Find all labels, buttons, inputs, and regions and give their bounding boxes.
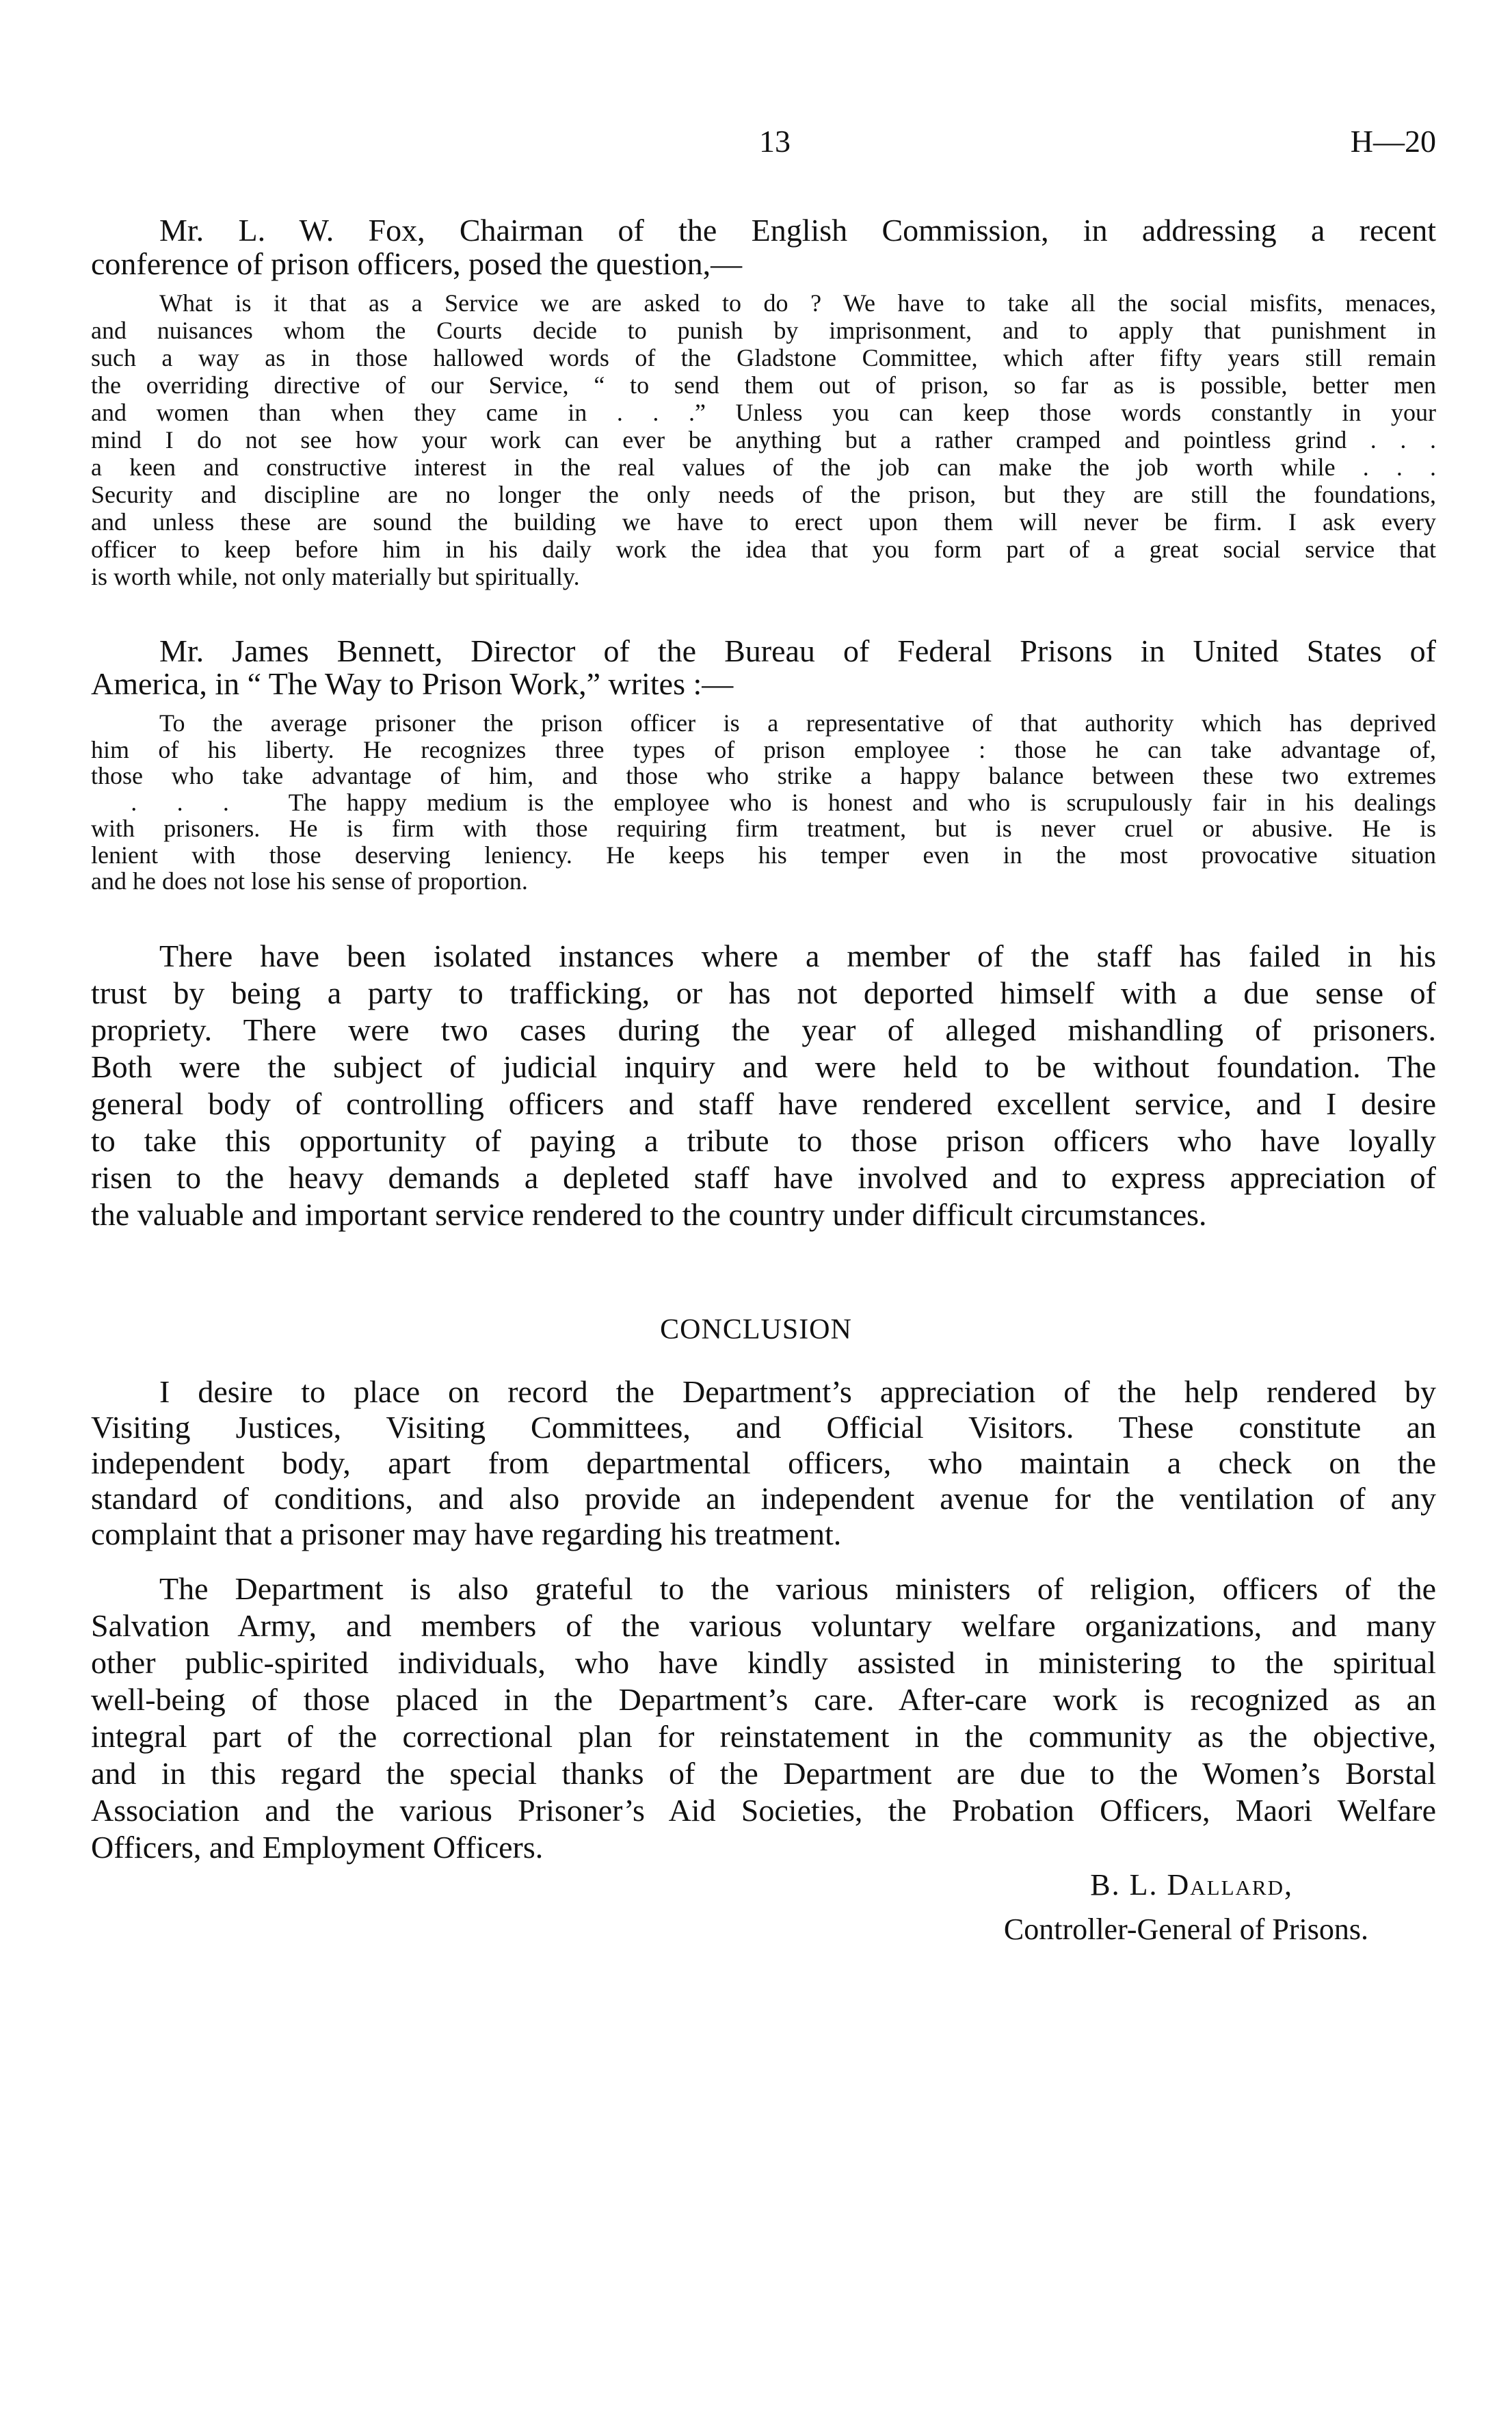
text-line: standard of conditions, and also provide an independent avenue for the ventilation of any	[91, 1481, 1436, 1516]
text-line: Salvation Army, and members of the various voluntary welfare organizations, and many	[91, 1608, 1436, 1643]
text-line: Association and the various Prisoner’s Aid Societies, the Probation Officers, Maori Welfare	[91, 1793, 1436, 1828]
text-line: Visiting Justices, Visiting Committees, and Official Visitors. These constitute an	[91, 1410, 1436, 1445]
text-line: integral part of the correctional plan for reinstatement in the community as the objective,	[91, 1719, 1436, 1754]
text-line: Officers, and Employment Officers.	[91, 1830, 544, 1865]
page-number: 13	[759, 124, 791, 159]
document-code: H—20	[1350, 124, 1436, 159]
text-line: propriety. There were two cases during the year of alleged mishandling of prisoners.	[91, 1012, 1436, 1047]
text-line: risen to the heavy demands a depleted staff have involved and to express appreciation of	[91, 1160, 1436, 1195]
section-heading-conclusion: CONCLUSION	[660, 1314, 852, 1345]
text-line: What is it that as a Service we are asked to do ? We have to take all the social misfits, menaces,	[159, 289, 1436, 317]
text-line: Mr. L. W. Fox, Chairman of the English Commission, in addressing a recent	[159, 213, 1436, 248]
text-line: I desire to place on record the Department’s appreciation of the help rendered by	[159, 1374, 1436, 1409]
text-line: lenient with those deserving leniency. He keeps his temper even in the most provocative situation	[91, 841, 1436, 869]
text-line: him of his liberty. He recognizes three types of prison employee : those he can take advantage of,	[91, 735, 1436, 763]
text-line: well-being of those placed in the Department’s care. After-care work is recognized as an	[91, 1682, 1436, 1717]
text-line: conference of prison officers, posed the question,—	[91, 246, 743, 281]
text-line: such a way as in those hallowed words of the Gladstone Committee, which after fifty years still remain	[91, 344, 1436, 371]
text-line: There have been isolated instances where a member of the staff has failed in his	[159, 938, 1436, 973]
text-line: general body of controlling officers and staff have rendered excellent service, and I desire	[91, 1086, 1436, 1121]
text-line: and women than when they came in . . .” Unless you can keep those words constantly in your	[91, 399, 1436, 426]
text-line: Mr. James Bennett, Director of the Bureau of Federal Prisons in United States of	[159, 633, 1436, 668]
text-line: and he does not lose his sense of proportion.	[91, 867, 528, 895]
text-line: independent body, apart from departmental officers, who maintain a check on the	[91, 1445, 1436, 1480]
text-line: the overriding directive of our Service, “ to send them out of prison, so far as is possible, better men	[91, 371, 1436, 399]
signature-name: B. L. Dallard,	[1090, 1868, 1293, 1902]
text-line: complaint that a prisoner may have regarding his treatment.	[91, 1516, 842, 1551]
text-line: is worth while, not only materially but spiritually.	[91, 563, 580, 590]
text-line: and unless these are sound the building we have to erect upon them will never be firm. I ask every	[91, 508, 1436, 536]
text-line: To the average prisoner the prison officer is a representative of that authority which has deprived	[159, 709, 1436, 737]
text-line: to take this opportunity of paying a tribute to those prison officers who have loyally	[91, 1123, 1436, 1158]
text-line: a keen and constructive interest in the real values of the job can make the job worth while . . .	[91, 454, 1436, 481]
text-line: and in this regard the special thanks of the Department are due to the Women’s Borstal	[91, 1756, 1436, 1791]
text-line: Both were the subject of judicial inquiry and were held to be without foundation. The	[91, 1049, 1436, 1084]
text-line: Security and discipline are no longer the only needs of the prison, but they are still the foundations,	[91, 481, 1436, 508]
text-line: trust by being a party to trafficking, or has not deported himself with a due sense of	[91, 975, 1436, 1010]
text-line: The Department is also grateful to the various ministers of religion, officers of the	[159, 1571, 1436, 1606]
text-line: and nuisances whom the Courts decide to punish by imprisonment, and to apply that punishment in	[91, 317, 1436, 344]
text-line: the valuable and important service rendered to the country under difficult circumstances.	[91, 1197, 1207, 1232]
text-line: mind I do not see how your work can ever be anything but a rather cramped and pointless grind . . .	[91, 426, 1436, 454]
signature-title: Controller-General of Prisons.	[1003, 1913, 1368, 1946]
text-line: America, in “ The Way to Prison Work,” writes :—	[91, 666, 734, 701]
text-line: . . . The happy medium is the employee who is honest and who is scrupulously fair in his dealings	[91, 788, 1436, 816]
text-line: other public-spirited individuals, who have kindly assisted in ministering to the spiritual	[91, 1645, 1436, 1680]
text-line: with prisoners. He is firm with those requiring firm treatment, but is never cruel or abusive. He is	[91, 815, 1436, 842]
text-line: officer to keep before him in his daily work the idea that you form part of a great social service that	[91, 536, 1436, 563]
text-line: those who take advantage of him, and those who strike a happy balance between these two extremes	[91, 762, 1436, 789]
